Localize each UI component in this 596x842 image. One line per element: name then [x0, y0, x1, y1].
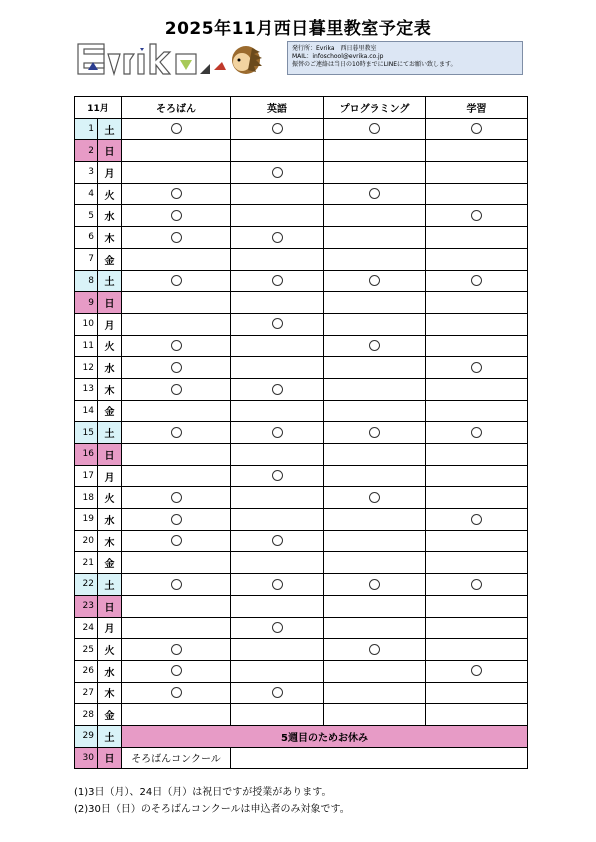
schedule-row — [75, 552, 528, 574]
row-weekday: 土 — [98, 725, 122, 747]
cell-programming — [324, 639, 426, 661]
header-soroban: そろばん — [122, 97, 231, 119]
publisher-line-3: 振替のご連絡は当日の10時までにLINEにてお願い致します。 — [292, 61, 457, 68]
class-scheduled-circle-icon — [369, 644, 380, 655]
class-scheduled-circle-icon — [171, 210, 182, 221]
schedule-row — [75, 725, 528, 747]
cell-soroban — [122, 422, 231, 444]
cell-programming — [324, 335, 426, 357]
publisher-line-2: MAIL：infoschool@evrika.co.jp — [292, 53, 384, 60]
class-scheduled-circle-icon — [369, 427, 380, 438]
row-date: 8 — [75, 270, 98, 292]
schedule-row — [75, 140, 528, 162]
class-scheduled-circle-icon — [272, 123, 283, 134]
row-date: 3 — [75, 162, 98, 184]
row-date: 26 — [75, 660, 98, 682]
cell-english — [231, 140, 324, 162]
row-weekday: 月 — [98, 313, 122, 335]
cell-english — [231, 357, 324, 379]
cell-programming — [324, 118, 426, 140]
cell-study — [426, 400, 528, 422]
row-date: 11 — [75, 335, 98, 357]
cell-soroban — [122, 444, 231, 466]
row-date: 5 — [75, 205, 98, 227]
cell-programming — [324, 422, 426, 444]
class-scheduled-circle-icon — [171, 123, 182, 134]
class-scheduled-circle-icon — [272, 579, 283, 590]
class-scheduled-circle-icon — [171, 687, 182, 698]
schedule-row — [75, 270, 528, 292]
row-weekday: 水 — [98, 509, 122, 531]
schedule-row — [75, 487, 528, 509]
row-date: 16 — [75, 444, 98, 466]
class-scheduled-circle-icon — [369, 275, 380, 286]
cell-english — [231, 118, 324, 140]
cell-english — [231, 682, 324, 704]
cell-study — [426, 205, 528, 227]
cell-study — [426, 118, 528, 140]
row-date: 15 — [75, 422, 98, 444]
row-date: 23 — [75, 595, 98, 617]
footnotes — [74, 784, 350, 818]
class-scheduled-circle-icon — [272, 470, 283, 481]
cell-soroban — [122, 183, 231, 205]
cell-english — [231, 400, 324, 422]
schedule-row — [75, 509, 528, 531]
cell-english — [231, 227, 324, 249]
cell-soroban — [122, 140, 231, 162]
closure-notice: 5週目のためお休み — [122, 725, 528, 747]
row-weekday: 火 — [98, 335, 122, 357]
cell-english — [231, 444, 324, 466]
class-scheduled-circle-icon — [471, 210, 482, 221]
row-date: 10 — [75, 313, 98, 335]
class-scheduled-circle-icon — [272, 384, 283, 395]
schedule-row — [75, 313, 528, 335]
row-weekday: 金 — [98, 552, 122, 574]
class-scheduled-circle-icon — [171, 514, 182, 525]
class-scheduled-circle-icon — [272, 535, 283, 546]
cell-english — [231, 378, 324, 400]
schedule-row — [75, 574, 528, 596]
cell-study — [426, 378, 528, 400]
cell-study — [426, 227, 528, 249]
cell-programming — [324, 682, 426, 704]
cell-english — [231, 552, 324, 574]
class-scheduled-circle-icon — [471, 514, 482, 525]
cell-study — [426, 357, 528, 379]
row-date: 18 — [75, 487, 98, 509]
cell-soroban — [122, 357, 231, 379]
row-weekday: 火 — [98, 639, 122, 661]
schedule-row — [75, 465, 528, 487]
class-scheduled-circle-icon — [272, 232, 283, 243]
class-scheduled-circle-icon — [471, 123, 482, 134]
schedule-table — [74, 96, 528, 769]
cell-soroban — [122, 682, 231, 704]
cell-soroban — [122, 530, 231, 552]
row-weekday: 木 — [98, 530, 122, 552]
cell-programming — [324, 487, 426, 509]
schedule-row — [75, 595, 528, 617]
row-date: 4 — [75, 183, 98, 205]
row-date: 2 — [75, 140, 98, 162]
class-scheduled-circle-icon — [171, 362, 182, 373]
class-scheduled-circle-icon — [171, 340, 182, 351]
cell-programming — [324, 313, 426, 335]
cell-programming — [324, 509, 426, 531]
schedule-row — [75, 747, 528, 769]
class-scheduled-circle-icon — [171, 579, 182, 590]
row-weekday: 土 — [98, 574, 122, 596]
schedule-row — [75, 227, 528, 249]
cell-study — [426, 183, 528, 205]
cell-soroban — [122, 400, 231, 422]
header-programming: プログラミング — [324, 97, 426, 119]
class-scheduled-circle-icon — [369, 579, 380, 590]
schedule-row — [75, 682, 528, 704]
cell-programming — [324, 465, 426, 487]
row-weekday: 日 — [98, 747, 122, 769]
class-scheduled-circle-icon — [171, 492, 182, 503]
cell-programming — [324, 270, 426, 292]
cell-soroban — [122, 595, 231, 617]
row-weekday: 水 — [98, 660, 122, 682]
row-weekday: 火 — [98, 487, 122, 509]
row-date: 7 — [75, 248, 98, 270]
cell-study — [426, 530, 528, 552]
cell-soroban — [122, 509, 231, 531]
cell-study — [426, 509, 528, 531]
cell-soroban — [122, 378, 231, 400]
schedule-row — [75, 292, 528, 314]
cell-soroban — [122, 617, 231, 639]
row-weekday: 月 — [98, 617, 122, 639]
cell-english — [231, 248, 324, 270]
cell-programming — [324, 292, 426, 314]
row-weekday: 月 — [98, 162, 122, 184]
row-weekday: 日 — [98, 595, 122, 617]
cell-programming — [324, 357, 426, 379]
cell-programming — [324, 530, 426, 552]
row-weekday: 金 — [98, 248, 122, 270]
cell-english — [231, 313, 324, 335]
row-date: 29 — [75, 725, 98, 747]
cell-english — [231, 205, 324, 227]
cell-study — [426, 140, 528, 162]
class-scheduled-circle-icon — [471, 362, 482, 373]
class-scheduled-circle-icon — [272, 167, 283, 178]
class-scheduled-circle-icon — [171, 665, 182, 676]
month-header: 11月 — [75, 97, 122, 119]
cell-programming — [324, 574, 426, 596]
publisher-info-box — [287, 41, 523, 75]
class-scheduled-circle-icon — [369, 188, 380, 199]
row-date: 30 — [75, 747, 98, 769]
class-scheduled-circle-icon — [471, 579, 482, 590]
empty-cell — [231, 747, 528, 769]
cell-soroban — [122, 704, 231, 726]
row-date: 28 — [75, 704, 98, 726]
row-date: 27 — [75, 682, 98, 704]
class-scheduled-circle-icon — [272, 687, 283, 698]
schedule-row — [75, 162, 528, 184]
schedule-row — [75, 639, 528, 661]
schedule-header-row — [75, 97, 528, 119]
class-scheduled-circle-icon — [369, 123, 380, 134]
row-weekday: 土 — [98, 118, 122, 140]
row-date: 14 — [75, 400, 98, 422]
cell-soroban — [122, 639, 231, 661]
cell-study — [426, 335, 528, 357]
class-scheduled-circle-icon — [171, 275, 182, 286]
page-title: 2025年11月西日暮里教室予定表 — [164, 19, 432, 39]
cell-english — [231, 639, 324, 661]
schedule-row — [75, 617, 528, 639]
schedule-row — [75, 422, 528, 444]
cell-soroban — [122, 227, 231, 249]
cell-soroban — [122, 205, 231, 227]
cell-programming — [324, 205, 426, 227]
row-weekday: 木 — [98, 378, 122, 400]
schedule-row — [75, 118, 528, 140]
cell-english — [231, 335, 324, 357]
header-study: 学習 — [426, 97, 528, 119]
class-scheduled-circle-icon — [272, 275, 283, 286]
row-date: 17 — [75, 465, 98, 487]
class-scheduled-circle-icon — [272, 622, 283, 633]
cell-programming — [324, 183, 426, 205]
class-scheduled-circle-icon — [369, 340, 380, 351]
schedule-row — [75, 704, 528, 726]
schedule-row — [75, 183, 528, 205]
class-scheduled-circle-icon — [171, 232, 182, 243]
class-scheduled-circle-icon — [171, 188, 182, 199]
cell-english — [231, 487, 324, 509]
cell-study — [426, 660, 528, 682]
cell-study — [426, 444, 528, 466]
cell-study — [426, 270, 528, 292]
cell-study — [426, 162, 528, 184]
cell-english — [231, 595, 324, 617]
cell-soroban — [122, 487, 231, 509]
cell-soroban — [122, 574, 231, 596]
cell-english — [231, 574, 324, 596]
row-weekday: 月 — [98, 465, 122, 487]
cell-english — [231, 270, 324, 292]
cell-soroban — [122, 162, 231, 184]
cell-english — [231, 292, 324, 314]
schedule-row — [75, 444, 528, 466]
row-weekday: 木 — [98, 227, 122, 249]
schedule-row — [75, 357, 528, 379]
class-scheduled-circle-icon — [471, 275, 482, 286]
row-weekday: 金 — [98, 704, 122, 726]
cell-programming — [324, 140, 426, 162]
schedule-row — [75, 378, 528, 400]
row-weekday: 水 — [98, 357, 122, 379]
class-scheduled-circle-icon — [471, 665, 482, 676]
cell-programming — [324, 227, 426, 249]
cell-english — [231, 660, 324, 682]
cell-programming — [324, 162, 426, 184]
cell-programming — [324, 400, 426, 422]
cell-study — [426, 422, 528, 444]
class-scheduled-circle-icon — [171, 384, 182, 395]
row-date: 22 — [75, 574, 98, 596]
row-date: 21 — [75, 552, 98, 574]
cell-english — [231, 617, 324, 639]
cell-programming — [324, 552, 426, 574]
cell-programming — [324, 595, 426, 617]
row-weekday: 日 — [98, 292, 122, 314]
row-date: 1 — [75, 118, 98, 140]
cell-soroban — [122, 270, 231, 292]
footnote-1: (1)3日（月）、24日（月）は祝日ですが授業があります。 — [74, 787, 332, 798]
cell-programming — [324, 444, 426, 466]
cell-study — [426, 595, 528, 617]
footnote-2: (2)30日（日）のそろばんコンクールは申込者のみ対象です。 — [74, 804, 350, 815]
cell-soroban — [122, 335, 231, 357]
cell-study — [426, 248, 528, 270]
schedule-row — [75, 530, 528, 552]
row-date: 9 — [75, 292, 98, 314]
cell-soroban — [122, 292, 231, 314]
schedule-row — [75, 248, 528, 270]
class-scheduled-circle-icon — [171, 535, 182, 546]
cell-study — [426, 617, 528, 639]
class-scheduled-circle-icon — [272, 318, 283, 329]
row-date: 6 — [75, 227, 98, 249]
cell-programming — [324, 704, 426, 726]
row-date: 13 — [75, 378, 98, 400]
row-date: 25 — [75, 639, 98, 661]
cell-soroban — [122, 552, 231, 574]
schedule-row — [75, 205, 528, 227]
header-english: 英語 — [231, 97, 324, 119]
cell-english — [231, 162, 324, 184]
cell-english — [231, 704, 324, 726]
cell-study — [426, 487, 528, 509]
cell-programming — [324, 378, 426, 400]
cell-study — [426, 552, 528, 574]
cell-english — [231, 183, 324, 205]
cell-study — [426, 639, 528, 661]
publisher-line-1: 発行所：Evrika 西日暮里教室 — [292, 45, 377, 52]
row-weekday: 金 — [98, 400, 122, 422]
cell-soroban — [122, 313, 231, 335]
cell-english — [231, 465, 324, 487]
schedule-row — [75, 660, 528, 682]
row-date: 19 — [75, 509, 98, 531]
row-date: 20 — [75, 530, 98, 552]
cell-study — [426, 313, 528, 335]
event-soroban-contest: そろばんコンクール — [122, 747, 231, 769]
cell-programming — [324, 617, 426, 639]
logo-graphic — [76, 40, 276, 78]
class-scheduled-circle-icon — [171, 644, 182, 655]
cell-soroban — [122, 248, 231, 270]
evrika-logo — [76, 40, 276, 78]
class-scheduled-circle-icon — [471, 427, 482, 438]
row-date: 12 — [75, 357, 98, 379]
cell-soroban — [122, 465, 231, 487]
class-scheduled-circle-icon — [369, 492, 380, 503]
schedule-row — [75, 335, 528, 357]
cell-study — [426, 682, 528, 704]
row-weekday: 水 — [98, 205, 122, 227]
cell-soroban — [122, 660, 231, 682]
row-weekday: 火 — [98, 183, 122, 205]
class-scheduled-circle-icon — [171, 427, 182, 438]
cell-soroban — [122, 118, 231, 140]
class-scheduled-circle-icon — [272, 427, 283, 438]
schedule-row — [75, 400, 528, 422]
cell-study — [426, 704, 528, 726]
cell-programming — [324, 248, 426, 270]
cell-study — [426, 292, 528, 314]
row-weekday: 木 — [98, 682, 122, 704]
cell-programming — [324, 660, 426, 682]
schedule-body — [75, 118, 528, 769]
row-weekday: 日 — [98, 140, 122, 162]
row-weekday: 土 — [98, 270, 122, 292]
cell-english — [231, 509, 324, 531]
cell-study — [426, 574, 528, 596]
cell-study — [426, 465, 528, 487]
cell-english — [231, 422, 324, 444]
row-date: 24 — [75, 617, 98, 639]
cell-english — [231, 530, 324, 552]
row-weekday: 日 — [98, 444, 122, 466]
row-weekday: 土 — [98, 422, 122, 444]
